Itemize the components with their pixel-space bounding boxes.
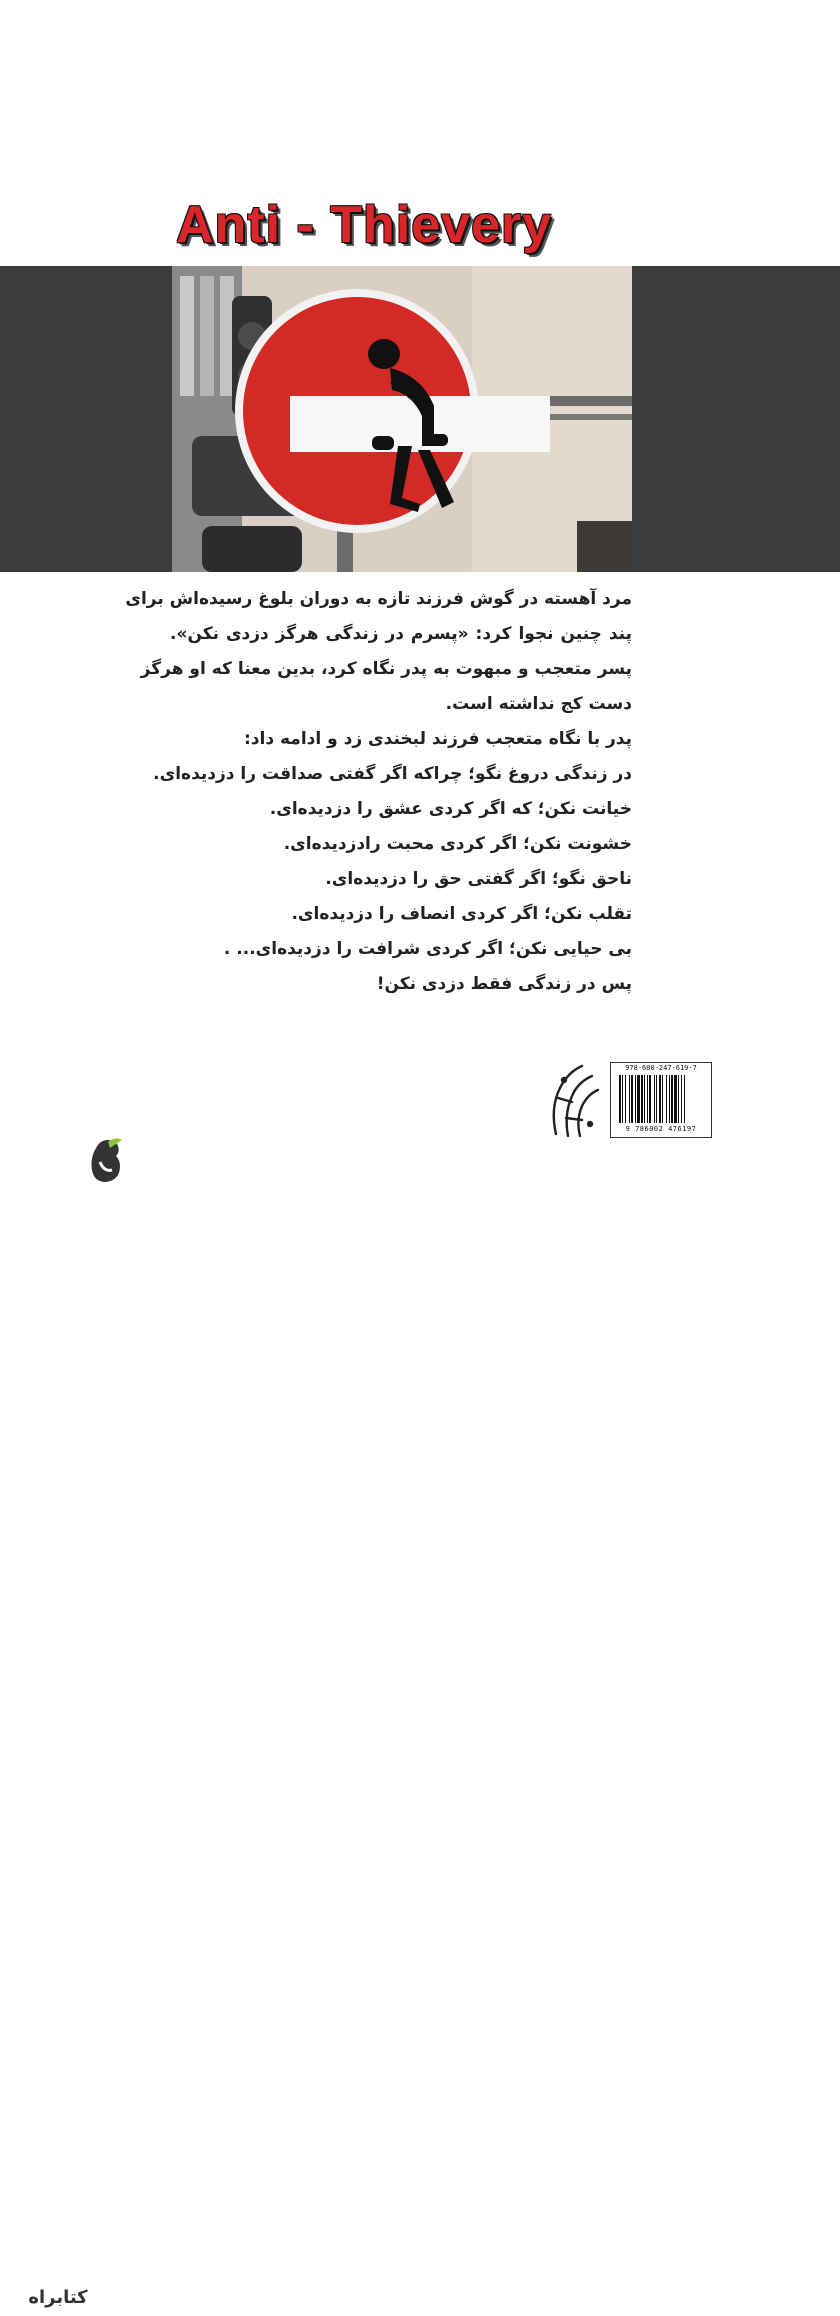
isbn-number-bottom: 9 786002 476197 <box>625 1125 697 1133</box>
cover-title: Anti - Thievery <box>176 196 553 254</box>
body-line: دست کج نداشته است. <box>445 694 632 714</box>
barcode-bar <box>659 1075 661 1123</box>
barcode-bar <box>678 1075 679 1123</box>
isbn-barcode <box>610 1062 712 1138</box>
barcode-bar <box>666 1075 667 1123</box>
cover-photo-no-entry-sign <box>172 266 632 572</box>
barcode-bar <box>629 1075 630 1123</box>
barcode-bar <box>681 1075 682 1123</box>
body-line: تقلب نکن؛ اگر کردی انصاف را دزدیده‌ای. <box>291 904 632 924</box>
barcode-bar <box>619 1075 621 1123</box>
barcode-bar <box>662 1075 663 1123</box>
barcode-bar <box>669 1075 670 1123</box>
body-line: پس در زندگی فقط دزدی نکن! <box>376 974 632 994</box>
body-line: ناحق نگو؛ اگر گفتی حق را دزدیده‌ای. <box>325 869 632 889</box>
isbn-number-top: 978-600-247-619-7 <box>625 1064 697 1072</box>
ketabrah-wordmark: کتابراه <box>28 2287 88 2308</box>
barcode-bar <box>671 1075 673 1123</box>
barcode-bar <box>637 1075 640 1123</box>
body-line: در زندگی دروغ نگو؛ چراکه اگر گفتی صداقت را دزدیده‌ای. <box>153 764 632 784</box>
cover-body-text <box>125 582 632 1002</box>
body-line: پسر متعجب و مبهوت به پدر نگاه کرد، بدین معنا که او هرگز <box>140 659 632 679</box>
barcode-bar <box>641 1075 643 1123</box>
barcode-bar <box>649 1075 651 1123</box>
body-line: پدر با نگاه متعجب فرزند لبخندی زد و ادامه داد: <box>244 729 632 749</box>
barcode-bar <box>654 1075 655 1123</box>
ketabrah-logo <box>12 1134 124 2308</box>
barcode-bar <box>656 1075 657 1123</box>
barcode-bar <box>684 1075 685 1123</box>
barcode-bar <box>674 1075 677 1123</box>
barcode-bar <box>631 1075 633 1123</box>
barcode-bar <box>625 1075 626 1123</box>
barcode-bar <box>635 1075 636 1123</box>
body-line: بی حیایی نکن؛ اگر کردی شرافت را دزدیده‌ای... . <box>223 939 632 959</box>
publisher-logo <box>546 1058 604 1142</box>
body-line: خشونت نکن؛ اگر کردی محبت رادزدیده‌ای. <box>283 834 632 854</box>
body-line: مرد آهسته در گوش فرزند تازه به دوران بلوغ رسیده‌اش برای <box>125 589 632 609</box>
barcode-bars <box>619 1075 703 1123</box>
barcode-bar <box>644 1075 645 1123</box>
barcode-bar <box>647 1075 648 1123</box>
body-line: خیانت نکن؛ که اگر کردی عشق را دزدیده‌ای. <box>269 799 632 819</box>
body-line: پند چنین نجوا کرد: «پسرم در زندگی هرگز دزدی نکن». <box>170 624 632 644</box>
barcode-bar <box>622 1075 623 1123</box>
